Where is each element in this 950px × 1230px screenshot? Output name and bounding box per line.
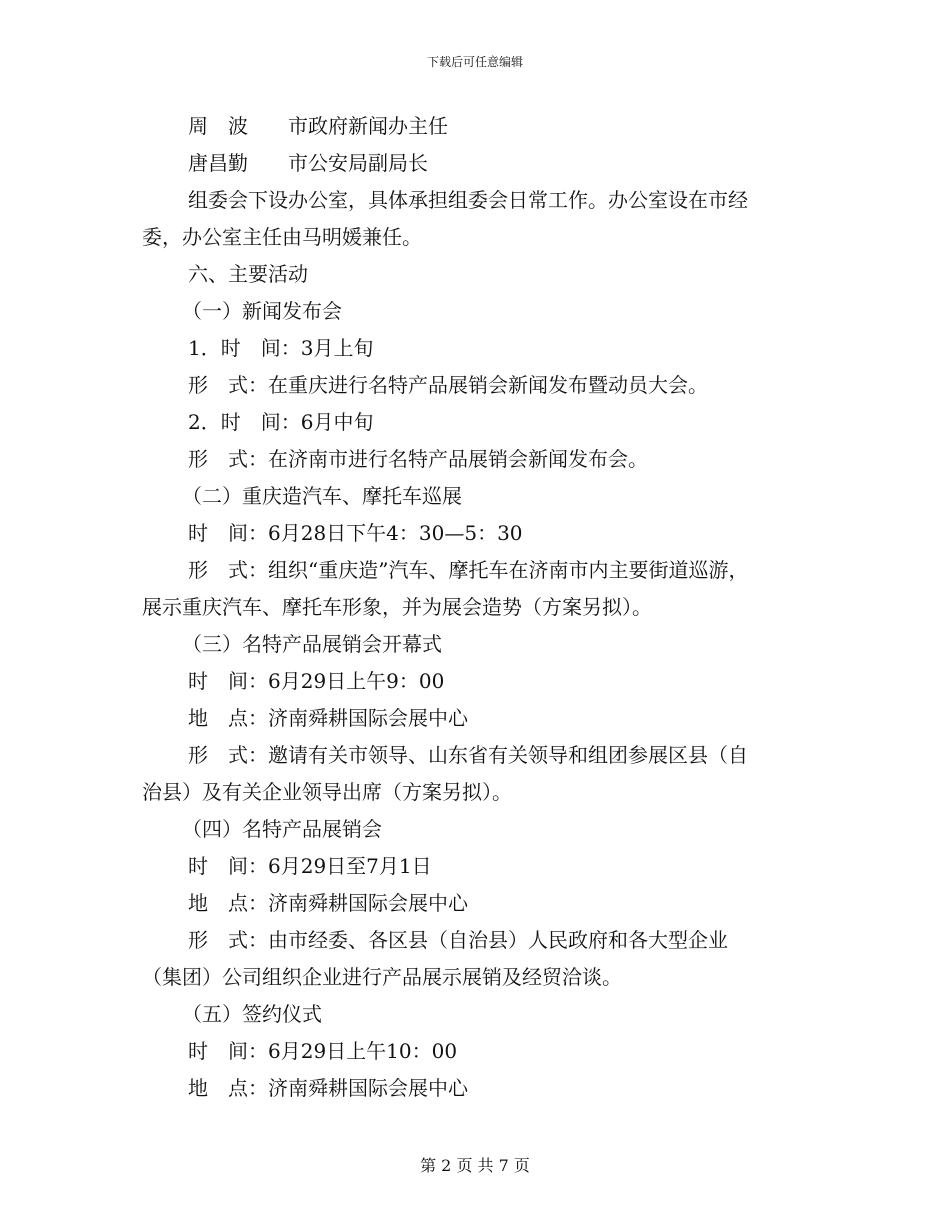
- member-line: [142, 145, 807, 182]
- section-heading: 六、主要活动: [188, 262, 308, 286]
- paragraph-line: 委，办公室主任由马明媛兼任。: [142, 225, 422, 249]
- member-title: 市政府新闻办主任: [288, 114, 448, 138]
- paragraph-line: 展示重庆汽车、摩托车形象，并为展会造势（方案另拟）。: [142, 595, 652, 619]
- paragraph-line: 地 点：济南舜耕国际会展中心: [188, 891, 468, 915]
- paragraph-line: 1．时 间：3月上旬: [188, 336, 374, 360]
- paragraph-line: 治县）及有关企业领导出席（方案另拟）。: [142, 780, 512, 804]
- paragraph-line: （集团）公司组织企业进行产品展示展销及经贸洽谈。: [142, 965, 622, 989]
- paragraph-line: 时 间：6月29日上午10：00: [188, 1039, 458, 1063]
- paragraph-line: 形 式：由市经委、各区县（自治县）人民政府和各大型企业: [188, 928, 728, 952]
- paragraph-line: 地 点：济南舜耕国际会展中心: [188, 1076, 468, 1100]
- paragraph-line: 2．时 间：6月中旬: [188, 410, 374, 434]
- page-footer: 第 2 页 共 7 页: [420, 1156, 530, 1175]
- paragraph-line: 地 点：济南舜耕国际会展中心: [188, 706, 468, 730]
- subsection-heading: （五）签约仪式: [182, 1002, 322, 1026]
- paragraph-line: 时 间：6月29日至7月1日: [188, 854, 432, 878]
- paragraph-line: 形 式：组织“重庆造”汽车、摩托车在济南市内主要街道巡游，: [188, 558, 749, 582]
- subsection-heading: （四）名特产品展销会: [182, 817, 382, 841]
- paragraph-line: 组委会下设办公室，具体承担组委会日常工作。办公室设在市经: [188, 188, 748, 212]
- member-line: [142, 108, 807, 145]
- paragraph-line: 形 式：邀请有关市领导、山东省有关领导和组团参展区县（自: [188, 743, 748, 767]
- paragraph-line: 形 式：在济南市进行名特产品展销会新闻发布会。: [188, 447, 648, 471]
- member-name: 唐昌勤: [188, 151, 248, 175]
- subsection-heading: （二）重庆造汽车、摩托车巡展: [182, 484, 462, 508]
- paragraph-line: 时 间：6月29日上午9：00: [188, 669, 445, 693]
- subsection-heading: （一）新闻发布会: [182, 299, 342, 323]
- subsection-heading: （三）名特产品展销会开幕式: [182, 632, 442, 656]
- document-body: [142, 108, 807, 1107]
- paragraph-line: 形 式：在重庆进行名特产品展销会新闻发布暨动员大会。: [188, 373, 708, 397]
- member-name: 周 波: [188, 114, 248, 138]
- paragraph-line: 时 间：6月28日下午4：30—5：30: [188, 521, 523, 545]
- page-header: 下载后可任意编辑: [426, 55, 523, 69]
- member-title: 市公安局副局长: [288, 151, 428, 175]
